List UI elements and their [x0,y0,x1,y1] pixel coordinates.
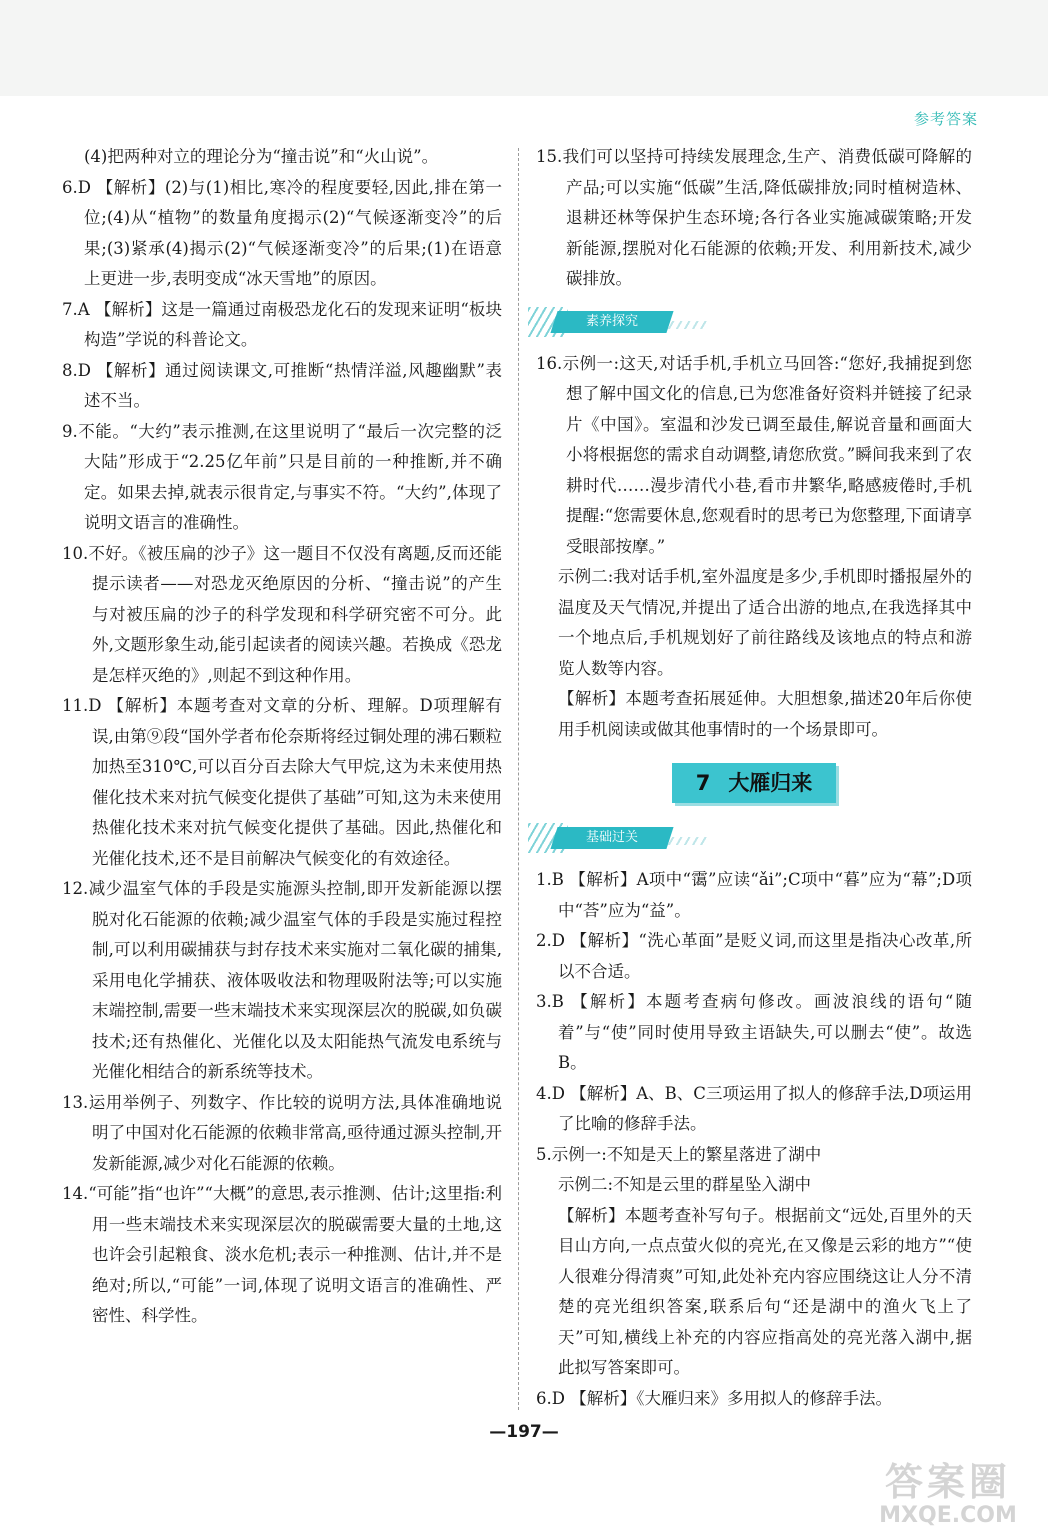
answer-item: 9.不能。“大约”表示推测,在这里说明了“最后一次完整的泛大陆”形成于“2.25亿年前”只是目前的一种推断,并不确定。如果去掉,就表示很肯定,与事实不符。“大约”,体现了说明文语言的准确性。 [62,421,502,532]
answer-item: 14.“可能”指“也许”“大概”的意思,表示推测、估计;这里指:利用一些末端技术来实现深层次的脱碳需要大量的土地,这也许会引起粮食、淡水危机;表示一种推测、估计,并不是绝对;所以,“可能”一词,体现了说明文语言的准确性、严密性、科学性。 [62,1184,502,1325]
section-banner-basics [528,819,972,857]
section-banner-literacy [528,303,972,341]
answer-item: 3.B 【解析】本题考查病句修改。画波浪线的语句“随着”与“使”同时使用导致主语缺失,可以删去“使”。故选B。 [536,992,972,1072]
answer-item: 8.D 【解析】通过阅读课文,可推断“热情洋溢,风趣幽默”表述不当。 [62,360,502,410]
banner-tail [668,321,708,329]
answer-item: 16.示例一:这天,对话手机,手机立马回答:“您好,我捕捉到您想了解中国文化的信息,已为您准备好资料并链接了纪录片《中国》。室温和沙发已调至最佳,解说音量和画面大小将根据您的需求自动调整,请您欣赏。”瞬间我来到了农耕时代……漫步清代小巷,看市井繁华,略感疲倦时,手机提醒:“您需要休息,您观看时的思考已为您整理,下面请享受眼部按摩。” [536,353,972,556]
answer-item: 1.B 【解析】A项中“霭”应读“ǎi”;C项中“暮”应为“幕”;D项中“荅”应为“益”。 [536,870,972,920]
answer-item: 2.D 【解析】“洗心革面”是贬义词,而这里是指决心改革,所以不合适。 [536,931,972,981]
answer-example: 示例二:我对话手机,室外温度是多少,手机即时播报屋外的温度及天气情况,并提出了适合出游的地点,在我选择其中一个地点后,手机规划好了前往路线及该地点的特点和游览人数等内容。 [558,567,972,678]
page-number: —197— [489,1422,559,1442]
answer-analysis: 【解析】本题考查补写句子。根据前文“远处,百里外的天目山方向,一点点萤火似的亮光,在又像是云彩的地方”“使人很难分得清爽”可知,此处补充内容应围绕这让人分不清楚的亮光组织答案,联系后句“还是湖中的渔火飞上了天”可知,横线上补充的内容应指高处的亮光落入湖中,据此拟写答案即可。 [558,1205,972,1377]
answer-item: 5.示例一:不知是天上的繁星落进了湖中 [536,1144,822,1164]
lesson-title-box [672,763,837,803]
answer-item: 11.D 【解析】本题考查对文章的分析、理解。D项理解有误,由第⑨段“国外学者布伦奈斯将经过铜处理的沸石颗粒加热至310℃,可以百分百去除大气甲烷,这为未来使用热催化技术来对抗气候变化提供了基础”可知,这为未来使用热催化技术来对抗气候变化提供了基础。因此,热催化和光催化技术,还不是目前解决气候变化的有效途径。 [62,696,502,868]
top-band [0,0,1048,96]
section-label: 参考答案 [913,110,978,128]
watermark-url: MXQE.COM [879,1503,1017,1528]
answer-example: 示例二:不知是云里的群星坠入湖中 [558,1175,812,1194]
answer-item: 10.不好。《被压扁的沙子》这一题目不仅没有离题,反而还能提示读者——对恐龙灭绝原因的分析、“撞击说”的产生与对被压扁的沙子的科学发现和科学研究密不可分。此外,文题形象生动,能引起读者的阅读兴趣。若换成《恐龙是怎样灭绝的》,则起不到这种作用。 [62,543,502,685]
banner-tail [668,837,708,845]
answer-analysis: 【解析】本题考查拓展延伸。大胆想象,描述20年后你使用手机阅读或做其他事情时的一个场景即可。 [558,689,972,739]
lesson-title: 大雁归来 [728,771,813,795]
column-divider [518,148,519,1410]
watermark-logo [858,1460,1038,1530]
answer-item: 4.D 【解析】A、B、C三项运用了拟人的修辞手法,D项运用了比喻的修辞手法。 [536,1083,972,1133]
answer-item: 6.D 【解析】(2)与(1)相比,寒冷的程度要轻,因此,排在第一位;(4)从“植物”的数量角度揭示(2)“气候逐渐变冷”的后果;(3)紧承(4)揭示(2)“气候逐渐变冷”的后果;(1)在语意上更进一步,表明变成“冰天雪地”的原因。 [62,177,502,288]
answer-item: (4)把两种对立的理论分为“撞击说”和“火山说”。 [84,147,439,166]
answer-item: 15.我们可以坚持可持续发展理念,生产、消费低碳可降解的产品;可以实施“低碳”生活,降低碳排放;同时植树造林、退耕还林等保护生态环境;各行各业实施减碳策略;开发新能源,摆脱对化石能源的依赖;开发、利用新技术,减少碳排放。 [536,147,972,288]
answer-item: 13.运用举例子、列数字、作比较的说明方法,具体准确地说明了中国对化石能源的依赖非常高,亟待通过源头控制,开发新能源,减少对化石能源的依赖。 [62,1092,502,1173]
left-column [62,142,502,1332]
lesson-heading [536,763,972,803]
answer-item: 12.减少温室气体的手段是实施源头控制,即开发新能源以摆脱对化石能源的依赖;减少温室气体的手段是实施过程控制,可以利用碳捕获与封存技术来实施对二氧化碳的捕集,采用电化学捕获、液体吸收法和物理吸附法等;可以实施末端控制,需要一些末端技术来实现深层次的脱碳,如负碳技术;还有热催化、光催化以及太阳能热气流发电系统与光催化相结合的新系统等技术。 [62,879,502,1081]
banner-title: 素养探究 [585,313,638,329]
answer-item: 6.D 【解析】《大雁归来》多用拟人的修辞手法。 [536,1388,892,1408]
banner-title: 基础过关 [585,830,638,845]
lesson-number: 7 [695,771,711,795]
watermark-text: 答案圈 [884,1460,1011,1504]
right-column [536,142,972,1414]
answer-item: 7.A 【解析】这是一篇通过南极恐龙化石的发现来证明“板块构造”学说的科普论文。 [62,299,502,349]
